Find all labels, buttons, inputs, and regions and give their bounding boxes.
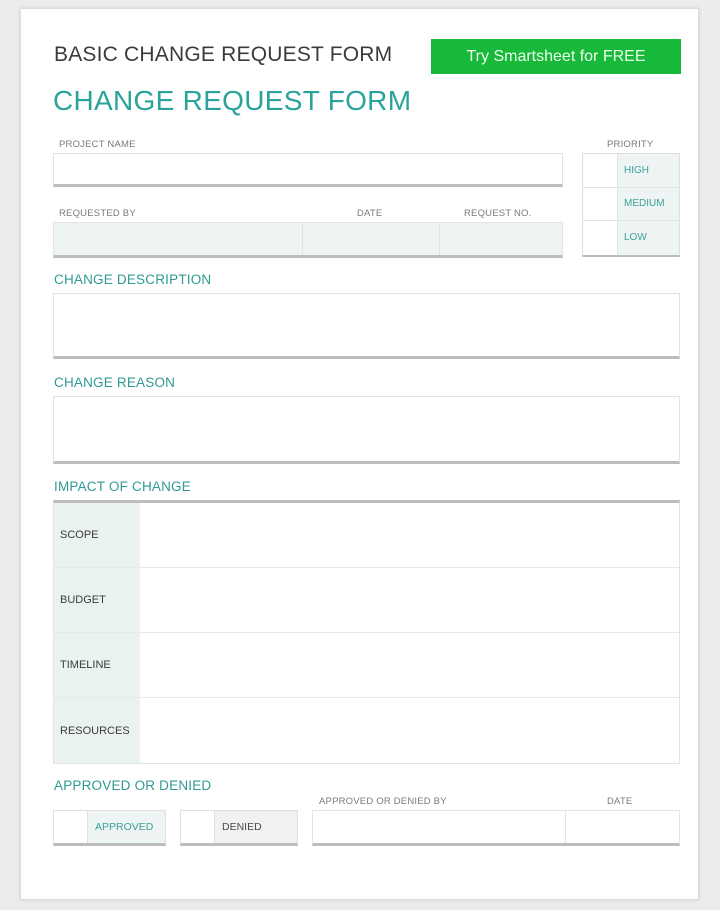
priority-high-checkbox[interactable] [583,154,618,187]
impact-of-change-heading: IMPACT OF CHANGE [54,479,191,494]
date-label: DATE [357,208,383,219]
impact-timeline-input[interactable] [140,633,679,697]
priority-high-label: HIGH [618,154,679,187]
priority-table [582,153,680,257]
impact-row-scope [54,503,679,568]
document-title: BASIC CHANGE REQUEST FORM [54,43,393,66]
change-reason-input[interactable] [53,396,680,464]
form-title: CHANGE REQUEST FORM [53,85,412,116]
change-description-input[interactable] [53,293,680,359]
approval-date-input[interactable] [565,811,679,843]
impact-table [53,500,680,764]
approved-checkbox[interactable] [54,811,88,843]
form-page [20,8,699,900]
project-name-label: PROJECT NAME [59,139,136,150]
denied-checkbox[interactable] [181,811,215,843]
approval-row [312,810,680,846]
requester-row [53,222,563,258]
approved-or-denied-heading: APPROVED OR DENIED [54,778,212,793]
date-input[interactable] [302,223,439,255]
approved-by-label: APPROVED OR DENIED BY [319,796,447,807]
approved-label: APPROVED [88,811,165,843]
requested-by-input[interactable] [54,223,302,255]
change-description-heading: CHANGE DESCRIPTION [54,272,212,287]
requested-by-label: REQUESTED BY [59,208,136,219]
impact-budget-label: BUDGET [54,568,140,632]
impact-scope-input[interactable] [140,503,679,567]
priority-label: PRIORITY [607,139,654,150]
impact-budget-input[interactable] [140,568,679,632]
impact-timeline-label: TIMELINE [54,633,140,697]
priority-option-high[interactable] [583,154,679,188]
impact-resources-input[interactable] [140,698,679,763]
impact-resources-label: RESOURCES [54,698,140,763]
try-smartsheet-button[interactable]: Try Smartsheet for FREE [431,39,681,74]
priority-medium-checkbox[interactable] [583,188,618,221]
approved-option[interactable] [53,810,166,846]
priority-option-low[interactable] [583,221,679,255]
priority-low-label: LOW [618,221,679,255]
denied-option[interactable] [180,810,298,846]
request-no-label: REQUEST NO. [464,208,532,219]
impact-row-resources [54,698,679,763]
project-name-input[interactable] [53,153,563,187]
impact-row-timeline [54,633,679,698]
impact-row-budget [54,568,679,633]
request-no-input[interactable] [439,223,562,255]
denied-label: DENIED [215,811,297,843]
change-reason-heading: CHANGE REASON [54,375,176,390]
priority-medium-label: MEDIUM [618,188,679,221]
impact-scope-label: SCOPE [54,503,140,567]
approved-by-input[interactable] [313,811,565,843]
priority-low-checkbox[interactable] [583,221,618,255]
priority-option-medium[interactable] [583,188,679,222]
approval-date-label: DATE [607,796,633,807]
